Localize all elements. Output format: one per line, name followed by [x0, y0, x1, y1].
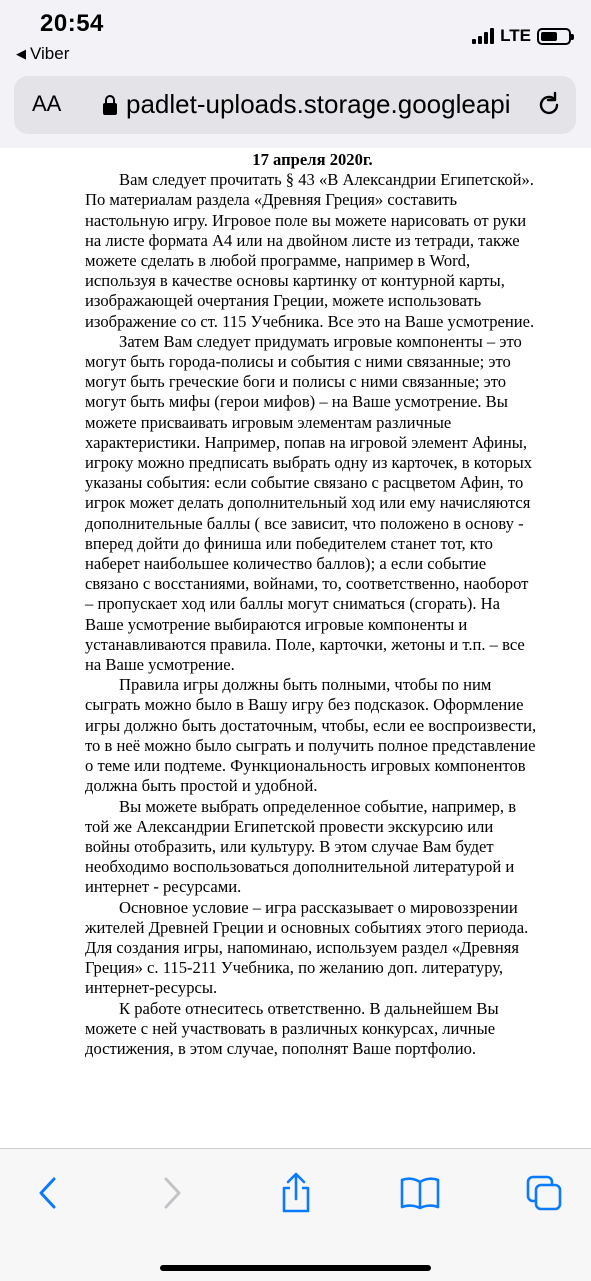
- text-size-label: AA: [32, 91, 62, 116]
- back-icon: [36, 1176, 60, 1210]
- forward-icon: [160, 1176, 184, 1210]
- status-indicators: [472, 26, 571, 46]
- back-to-app-button[interactable]: [16, 44, 69, 64]
- home-indicator[interactable]: [160, 1265, 431, 1271]
- document-viewer[interactable]: [0, 148, 591, 1148]
- bookmarks-button[interactable]: [398, 1171, 442, 1215]
- tabs-button[interactable]: [522, 1171, 566, 1215]
- document-paragraph: Вам следует прочитать § 43 «В Александрии Египетской». По материалам раздела «Древняя Греция» составить настольную игру. Игровое поле вы можете нарисовать от руки на листе формата А4 или на двойном листе из тетради, также можете сделать в любой программе, например в Word, используя в качестве основы картинку от контурной карты, изображающей очертания Греции, можете использовать изображение со ст. 115 Учебника. Все это на Ваше усмотрение.: [85, 170, 535, 331]
- share-icon: [278, 1172, 314, 1214]
- status-bar: [0, 0, 591, 70]
- lock-icon: [102, 94, 118, 116]
- network-type: LTE: [500, 26, 531, 45]
- back-app-label: Viber: [30, 44, 70, 63]
- back-triangle-icon: ◀: [16, 46, 26, 61]
- forward-button[interactable]: [150, 1171, 194, 1215]
- document-paragraph: Основное условие – игра рассказывает о мировоззрении жителей Древней Греции и основных событиях этого периода. Для создания игры, напоминаю, используем раздел «Древняя Греция» с. 115-211 Учебника, по желанию доп. литературу, интернет-ресурсы.: [85, 897, 529, 998]
- back-button[interactable]: [26, 1171, 70, 1215]
- status-time: 20:54: [40, 10, 104, 37]
- tabs-icon: [524, 1173, 564, 1213]
- browser-toolbar: [0, 1148, 591, 1281]
- url-text[interactable]: padlet-uploads.storage.googleapi: [126, 89, 511, 119]
- document-paragraph: К работе отнеситесь ответственно. В дальнейшем Вы можете с ней участвовать в различных конкурсах, личные достижения, в этом случае, пополнят Ваше портфолио.: [85, 998, 499, 1058]
- document-paragraph: Затем Вам следует придумать игровые компоненты – это могут быть города-полисы и события с ними связанные; это могут быть греческие боги и полисы с ними связанные; это могут быть мифы (герои мифов) – на Ваше усмотрение. Вы можете присваивать игровым элементам различные характеристики. Например, попав на игровой элемент Афины, игроку можно предписать выбрать одну из карточек, в которых указаны события: если событие связано с расцветом Афин, то игрок может делать дополнительный ход или ему начисляются дополнительные баллы ( все зависит, что положено в основу - вперед дойти до финиша или победителем станет тот, кто наберет наибольшее количество баллов); а если событие связано с восстаниями, войнами, то, соответственно, наоборот – пропускает ход или баллы могут сниматься (сгорать). На Ваше усмотрение выбираются игровые компоненты и устанавливаются правила. Поле, карточки, жетоны и т.п. – все на Ваше усмотрение.: [85, 331, 533, 675]
- battery-icon: [537, 28, 571, 45]
- address-bar[interactable]: [14, 76, 576, 134]
- share-button[interactable]: [274, 1171, 318, 1215]
- document-paragraph: Вы можете выбрать определенное событие, например, в той же Александрии Египетской провести экскурсию или войны отобразить, или культуру. В этом случае Вам будет необходимо воспользоваться дополнительной литературой и интернет - ресурсами.: [85, 796, 517, 897]
- document-date-title: 17 апреля 2020г.: [252, 150, 373, 169]
- document-page: [0, 148, 540, 1059]
- bookmarks-icon: [399, 1175, 441, 1211]
- cellular-signal-icon: [472, 28, 494, 44]
- document-paragraph: Правила игры должны быть полными, чтобы по ним сыграть можно было в Вашу игру без подсказок. Оформление игры должно быть достаточным, чтобы, если ее воспроизвести, то в неё можно было сыграть и получить полное представление о теме или подтеме. Функциональность игровых компонентов должна быть простой и удобной.: [85, 675, 537, 796]
- browser-address-area: [0, 70, 591, 149]
- text-size-button[interactable]: [32, 91, 61, 117]
- reload-icon[interactable]: [534, 90, 564, 120]
